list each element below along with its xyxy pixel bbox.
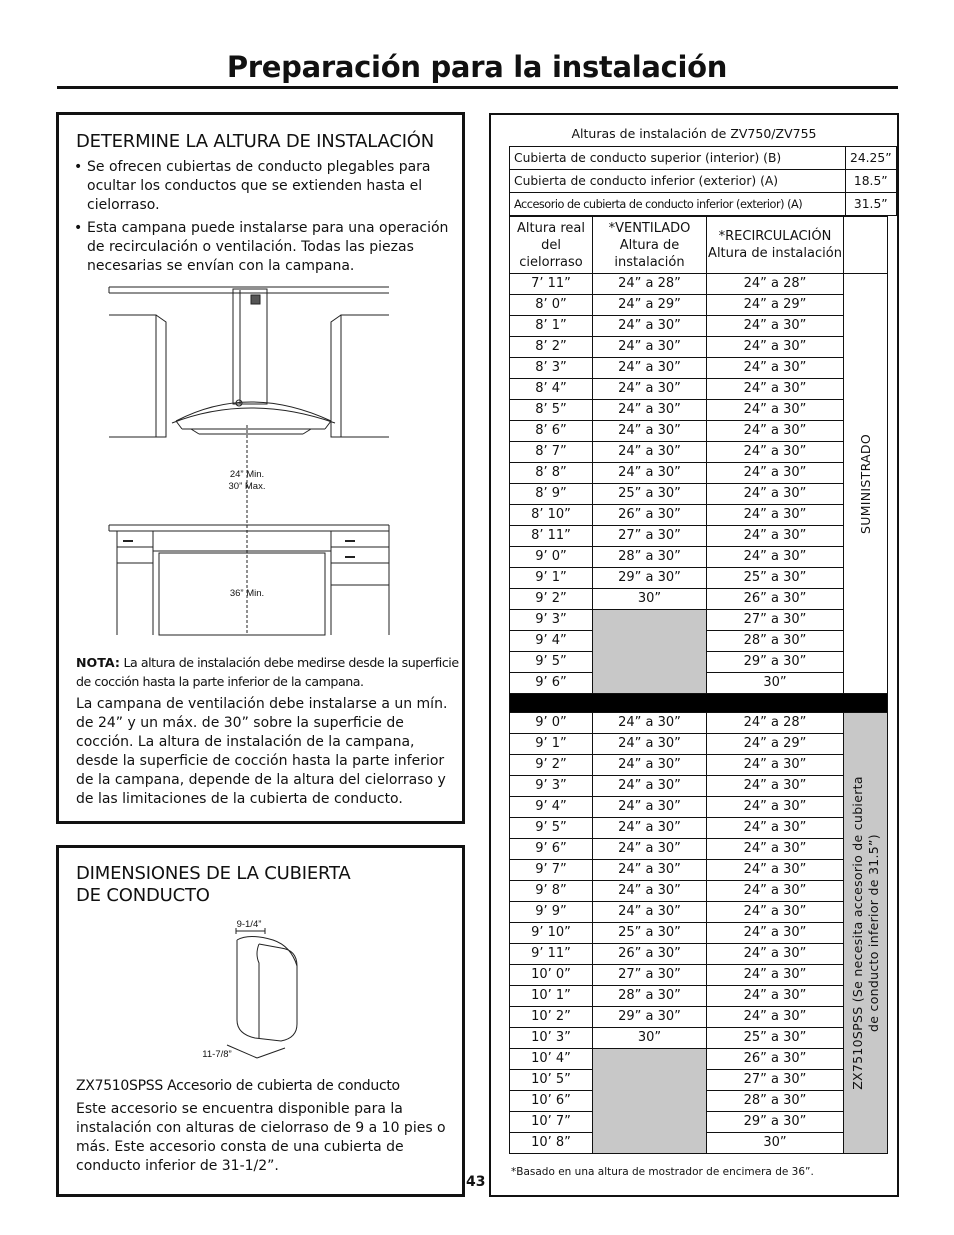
recirculation-height-cell: 24” a 30” <box>707 379 844 400</box>
vented-height-cell: 26” a 30” <box>593 505 707 526</box>
table-row <box>510 839 888 860</box>
recirculation-height-cell: 24” a 30” <box>707 484 844 505</box>
table-row <box>510 274 888 295</box>
recirculation-height-cell: 24” a 30” <box>707 881 844 902</box>
table-row <box>510 379 888 400</box>
diagram-label-counter: 36” Min. <box>229 588 265 599</box>
table-row <box>510 526 888 547</box>
vented-height-cell: 26” a 30” <box>593 944 707 965</box>
vented-height-cell: 24” a 30” <box>593 818 707 839</box>
page-number: 43 <box>466 1174 486 1190</box>
table-row <box>510 295 888 316</box>
duct-cover-heading-line2: DE CONDUCTO <box>76 885 210 906</box>
ceiling-height-cell: 10’ 1” <box>510 986 593 1007</box>
table-row <box>510 400 888 421</box>
recirculation-height-cell: 24” a 30” <box>707 1007 844 1028</box>
diagram-label-min: 24” Min. <box>229 469 265 480</box>
recirculation-height-cell: 24” a 30” <box>707 986 844 1007</box>
hood-installation-diagram <box>59 115 462 655</box>
accessory-title: ZX7510SPSS Accesorio de cubierta de conducto <box>76 1078 400 1094</box>
side-label-cell <box>844 274 888 694</box>
duct-cover-spec-table <box>509 146 897 216</box>
ceiling-height-cell: 10’ 6” <box>510 1091 593 1112</box>
ceiling-height-cell: 8’ 5” <box>510 400 593 421</box>
diagram-label-max: 30” Max. <box>228 481 266 492</box>
ceiling-height-cell: 9’ 8” <box>510 881 593 902</box>
table-row <box>510 463 888 484</box>
recirculation-height-cell: 24” a 30” <box>707 818 844 839</box>
ceiling-height-cell: 10’ 5” <box>510 1070 593 1091</box>
note-label: NOTA: <box>76 655 120 670</box>
note <box>76 653 461 691</box>
recirculation-height-cell: 26” a 30” <box>707 1049 844 1070</box>
table-row <box>510 358 888 379</box>
install-height-paragraph: La campana de ventilación debe instalarse a un mín. de 24” y un máx. de 30” sobre la superficie de cocción. La altura de instalación de la campana, desde la superficie de cocción hasta la parte inferior de la campana, depende de la altura del cielorraso y de las limitaciones de la cubierta de conducto. <box>76 696 448 807</box>
spec-row <box>510 193 897 216</box>
recirculation-height-cell: 24” a 30” <box>707 902 844 923</box>
recirculation-height-cell: 24” a 29” <box>707 295 844 316</box>
table-row <box>510 421 888 442</box>
table-row <box>510 881 888 902</box>
bullet-text: Se ofrecen cubiertas de conducto plegables para ocultar los conductos que se extienden hasta el cielorraso. <box>87 159 431 213</box>
ceiling-height-cell: 9’ 4” <box>510 631 593 652</box>
recirculation-height-cell: 29” a 30” <box>707 1112 844 1133</box>
install-height-heading: DETERMINE LA ALTURA DE INSTALACIÓN <box>76 131 435 152</box>
table-row <box>510 568 888 589</box>
bullet-text: Esta campana puede instalarse para una operación de recirculación o ventilación. Todas las piezas necesarias se envían con la campana. <box>87 220 449 274</box>
not-applicable-cell <box>593 610 707 694</box>
title-rule <box>57 86 898 89</box>
ceiling-height-cell: 8’ 11” <box>510 526 593 547</box>
spec-label: Cubierta de conducto inferior (exterior) (A) <box>510 170 846 193</box>
table-row <box>510 818 888 839</box>
ceiling-height-cell: 8’ 1” <box>510 316 593 337</box>
group-divider-bar <box>510 694 888 713</box>
table-row <box>510 713 888 734</box>
recirculation-height-cell: 24” a 29” <box>707 734 844 755</box>
vented-height-cell: 24” a 30” <box>593 463 707 484</box>
table-row <box>510 944 888 965</box>
recirculation-height-cell: 24” a 30” <box>707 463 844 484</box>
vented-height-cell: 25” a 30” <box>593 923 707 944</box>
table-row <box>510 986 888 1007</box>
recirculation-height-cell: 24” a 30” <box>707 547 844 568</box>
vented-height-cell: 24” a 30” <box>593 860 707 881</box>
vented-height-cell: 24” a 30” <box>593 755 707 776</box>
recirculation-height-cell: 24” a 30” <box>707 776 844 797</box>
vented-height-cell: 24” a 30” <box>593 337 707 358</box>
table-row <box>510 734 888 755</box>
ceiling-height-cell: 9’ 2” <box>510 755 593 776</box>
vented-height-cell: 24” a 30” <box>593 839 707 860</box>
ceiling-height-table <box>509 216 888 1154</box>
recirculation-height-cell: 25” a 30” <box>707 568 844 589</box>
recirculation-height-cell: 29” a 30” <box>707 652 844 673</box>
vented-height-cell: 24” a 30” <box>593 400 707 421</box>
ceiling-height-cell: 9’ 0” <box>510 713 593 734</box>
ceiling-height-cell: 9’ 10” <box>510 923 593 944</box>
recirculation-height-cell: 24” a 30” <box>707 839 844 860</box>
table-row <box>510 965 888 986</box>
recirculation-height-cell: 24” a 30” <box>707 442 844 463</box>
vented-height-cell: 30” <box>593 1028 707 1049</box>
table-row <box>510 547 888 568</box>
bullet-dot-icon: • <box>74 220 83 236</box>
vented-height-cell: 24” a 30” <box>593 316 707 337</box>
side-label-line: ZX7510SPSS (Se necesita accesorio de cubierta <box>849 776 865 1090</box>
spec-value: 18.5” <box>846 170 897 193</box>
vented-height-cell: 27” a 30” <box>593 965 707 986</box>
dim-top-label: 9-1/4” <box>236 919 262 930</box>
table-row <box>510 797 888 818</box>
ceiling-height-cell: 8’ 10” <box>510 505 593 526</box>
table-title: Alturas de instalación de ZV750/ZV755 <box>571 126 817 141</box>
not-applicable-cell <box>593 1049 707 1154</box>
bullet-dot-icon: • <box>74 159 83 175</box>
vented-height-cell: 24” a 30” <box>593 421 707 442</box>
vented-height-cell: 24” a 30” <box>593 379 707 400</box>
ceiling-height-cell: 8’ 0” <box>510 295 593 316</box>
table-footnote: *Basado en una altura de mostrador de encimera de 36”. <box>511 1166 814 1178</box>
table-row <box>510 316 888 337</box>
recirculation-height-cell: 24” a 30” <box>707 421 844 442</box>
header-ceiling-height: Altura real del cielorraso <box>510 217 593 274</box>
ceiling-height-cell: 10’ 3” <box>510 1028 593 1049</box>
header-blank <box>844 217 888 274</box>
recirculation-height-cell: 24” a 30” <box>707 755 844 776</box>
group-divider <box>510 694 888 713</box>
ceiling-height-cell: 8’ 3” <box>510 358 593 379</box>
recirculation-height-cell: 24” a 28” <box>707 274 844 295</box>
recirculation-height-cell: 28” a 30” <box>707 1091 844 1112</box>
duct-cover-dimensions-section <box>56 845 465 1197</box>
ceiling-height-cell: 8’ 4” <box>510 379 593 400</box>
spec-label: Accesorio de cubierta de conducto inferior (exterior) (A) <box>510 193 846 216</box>
vented-height-cell: 24” a 30” <box>593 734 707 755</box>
table-row <box>510 337 888 358</box>
install-heights-table-section <box>489 113 899 1197</box>
ceiling-height-cell: 9’ 7” <box>510 860 593 881</box>
recirculation-height-cell: 24” a 30” <box>707 358 844 379</box>
ceiling-height-cell: 10’ 0” <box>510 965 593 986</box>
table-row <box>510 902 888 923</box>
table-row <box>510 505 888 526</box>
ceiling-height-cell: 9’ 11” <box>510 944 593 965</box>
duct-cover-diagram <box>59 848 462 1068</box>
vented-height-cell: 24” a 28” <box>593 274 707 295</box>
side-label-line: de conducto inferior de 31.5”) <box>865 834 881 1032</box>
table-header-row <box>510 217 888 274</box>
recirculation-height-cell: 28” a 30” <box>707 631 844 652</box>
ceiling-height-cell: 10’ 8” <box>510 1133 593 1154</box>
side-label-cell <box>844 713 888 1154</box>
vented-height-cell: 24” a 30” <box>593 881 707 902</box>
vented-height-cell: 29” a 30” <box>593 568 707 589</box>
recirculation-height-cell: 27” a 30” <box>707 1070 844 1091</box>
ceiling-height-cell: 8’ 2” <box>510 337 593 358</box>
ceiling-height-cell: 9’ 4” <box>510 797 593 818</box>
ceiling-height-cell: 8’ 7” <box>510 442 593 463</box>
recirculation-height-cell: 24” a 30” <box>707 860 844 881</box>
recirculation-height-cell: 24” a 30” <box>707 316 844 337</box>
vented-height-cell: 29” a 30” <box>593 1007 707 1028</box>
recirculation-height-cell: 25” a 30” <box>707 1028 844 1049</box>
vented-height-cell: 25” a 30” <box>593 484 707 505</box>
side-label <box>850 776 882 1090</box>
recirculation-height-cell: 27” a 30” <box>707 610 844 631</box>
ceiling-height-cell: 9’ 5” <box>510 818 593 839</box>
side-label <box>858 434 874 534</box>
recirculation-height-cell: 24” a 30” <box>707 965 844 986</box>
spec-label: Cubierta de conducto superior (interior) (B) <box>510 147 846 170</box>
table-row <box>510 442 888 463</box>
table-row <box>510 1028 888 1049</box>
dim-bottom-label: 11-7/8” <box>202 1049 232 1060</box>
header-vented: *VENTILADO Altura de instalación <box>593 217 707 274</box>
table-row <box>510 860 888 881</box>
vented-height-cell: 27” a 30” <box>593 526 707 547</box>
recirculation-height-cell: 30” <box>707 673 844 694</box>
recirculation-height-cell: 24” a 30” <box>707 337 844 358</box>
vented-height-cell: 24” a 30” <box>593 902 707 923</box>
ceiling-height-cell: 8’ 6” <box>510 421 593 442</box>
ceiling-height-cell: 9’ 3” <box>510 776 593 797</box>
ceiling-height-cell: 9’ 0” <box>510 547 593 568</box>
ceiling-height-cell: 9’ 2” <box>510 589 593 610</box>
ceiling-height-cell: 9’ 1” <box>510 734 593 755</box>
ceiling-height-cell: 8’ 9” <box>510 484 593 505</box>
ceiling-height-cell: 10’ 2” <box>510 1007 593 1028</box>
vented-height-cell: 28” a 30” <box>593 986 707 1007</box>
spec-value: 24.25” <box>846 147 897 170</box>
spec-row <box>510 170 897 193</box>
ceiling-height-cell: 7’ 11” <box>510 274 593 295</box>
ceiling-height-cell: 8’ 8” <box>510 463 593 484</box>
ceiling-height-cell: 10’ 4” <box>510 1049 593 1070</box>
recirculation-height-cell: 24” a 30” <box>707 505 844 526</box>
vented-height-cell: 24” a 30” <box>593 358 707 379</box>
ceiling-height-cell: 9’ 6” <box>510 839 593 860</box>
duct-cover-heading-line1: DIMENSIONES DE LA CUBIERTA <box>76 863 351 884</box>
ceiling-height-cell: 9’ 5” <box>510 652 593 673</box>
ceiling-height-cell: 9’ 6” <box>510 673 593 694</box>
ceiling-height-cell: 9’ 9” <box>510 902 593 923</box>
install-height-section <box>56 112 465 824</box>
table-row <box>510 589 888 610</box>
ceiling-height-cell: 9’ 3” <box>510 610 593 631</box>
table-row <box>510 1007 888 1028</box>
vented-height-cell: 24” a 30” <box>593 776 707 797</box>
recirculation-height-cell: 24” a 30” <box>707 797 844 818</box>
vented-height-cell: 24” a 30” <box>593 442 707 463</box>
vented-height-cell: 28” a 30” <box>593 547 707 568</box>
recirculation-height-cell: 24” a 30” <box>707 944 844 965</box>
table-row <box>510 923 888 944</box>
recirculation-height-cell: 24” a 30” <box>707 526 844 547</box>
vented-height-cell: 24” a 29” <box>593 295 707 316</box>
table-row <box>510 610 888 631</box>
table-row <box>510 484 888 505</box>
recirculation-height-cell: 24” a 28” <box>707 713 844 734</box>
vented-height-cell: 30” <box>593 589 707 610</box>
vented-height-cell: 24” a 30” <box>593 797 707 818</box>
spec-row <box>510 147 897 170</box>
recirculation-height-cell: 24” a 30” <box>707 400 844 421</box>
accessory-text: Este accesorio se encuentra disponible para la instalación con alturas de cielorraso de 9 a 10 pies o más. Este accesorio consta de una cubierta de conducto inferior de 31-1/2”. <box>76 1101 446 1174</box>
recirculation-height-cell: 30” <box>707 1133 844 1154</box>
table-row <box>510 776 888 797</box>
vented-height-cell: 24” a 30” <box>593 713 707 734</box>
table-row <box>510 755 888 776</box>
spec-value: 31.5” <box>846 193 897 216</box>
table-row <box>510 1049 888 1070</box>
page-title: Preparación para la instalación <box>226 50 728 84</box>
recirculation-height-cell: 26” a 30” <box>707 589 844 610</box>
ceiling-height-cell: 9’ 1” <box>510 568 593 589</box>
ceiling-height-cell: 10’ 7” <box>510 1112 593 1133</box>
side-label-line: SUMINISTRADO <box>857 433 873 534</box>
recirculation-height-cell: 24” a 30” <box>707 923 844 944</box>
note-text: La altura de instalación debe medirse desde la superficie de cocción hasta la parte inferior de la campana. <box>76 655 459 689</box>
header-recirculation: *RECIRCULACIÓN Altura de instalación <box>707 217 844 274</box>
